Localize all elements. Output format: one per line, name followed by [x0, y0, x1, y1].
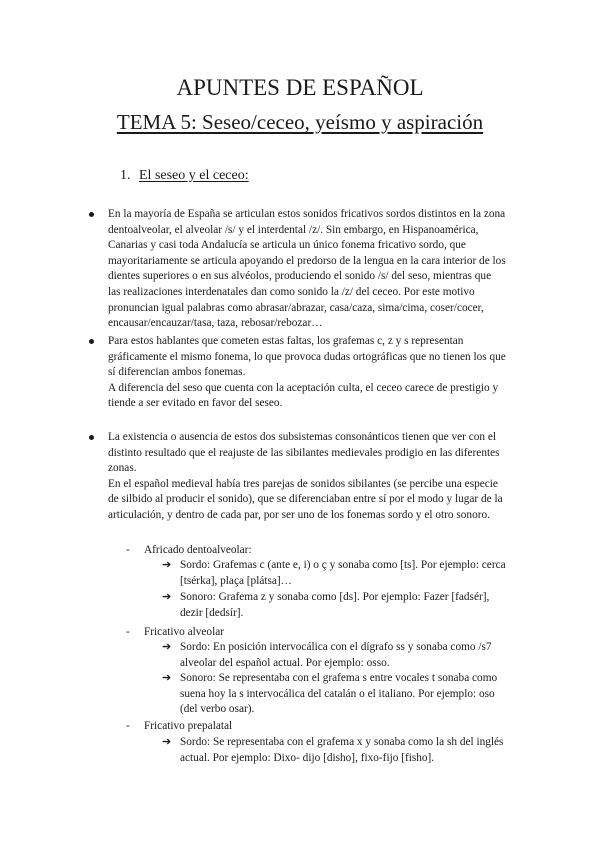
section-number: 1. — [120, 168, 131, 183]
sibilant-item — [162, 590, 510, 621]
bullet-paragraph: La existencia o ausencia de estos dos subsistemas consonánticos tienen que ver con el distinto resultado que el reajuste de las sibilantes medievales prodigio en las diferentes zonas. — [108, 431, 500, 475]
section-title: El seseo y el ceceo: — [139, 168, 249, 183]
sibilant-category-label: Fricativo prepalatal — [144, 720, 233, 732]
sibilant-item-text: Sordo: En posición intervocálica con el dígrafo ss y sonaba como /s7 alveolar del español actual. Por ejemplo: osso. — [180, 641, 492, 669]
bullet-item — [108, 207, 506, 332]
sibilant-category — [126, 719, 504, 735]
sibilant-category — [126, 543, 504, 559]
sibilant-item — [162, 735, 510, 766]
arrow-icon: ➔ — [162, 672, 172, 684]
sibilant-category-label: Africado dentoalveolar: — [144, 544, 252, 556]
bullet-icon — [89, 339, 94, 344]
bullet-paragraph: En la mayoría de España se articulan estos sonidos fricativos sordos distintos en la zona dentoalveolar, el alveolar /s/ y el interdental /z/. Sin embargo, en Hispanoamérica, Canarias y casi toda Andalucía se articula un único fonema fricativo sordo, que mayoritariamente se articula apoyando el predorso de la lengua en la cara interior de los dientes superiores o en sus alvéolos, produciendo el sonido /s/ del seso, mientras que las realizaciones interdenatales dan como sonido la /z/ del ceceo. Por este motivo pronuncian igual palabras como abrasar/abrazar, casa/caza, sima/cima, coser/cocer, encausar/encauzar/tasa, taza, rebosar/rebozar… — [108, 208, 506, 330]
dash-icon: - — [126, 626, 130, 638]
sibilant-item-text: Sonoro: Se representaba con el grafema s entre vocales t sonaba como suena hoy la s intervocálica del catalán o el italiano. Por ejemplo: oso (del verbo osar). — [180, 672, 498, 716]
sibilant-item — [162, 671, 510, 718]
arrow-icon: ➔ — [162, 591, 172, 603]
sibilant-category — [126, 625, 504, 641]
sibilant-item — [162, 558, 510, 589]
bullet-item — [108, 430, 506, 524]
arrow-icon: ➔ — [162, 736, 172, 748]
sibilant-item — [162, 640, 510, 671]
topic-title: TEMA 5: Seseo/ceceo, yeísmo y aspiración — [116, 110, 484, 134]
bullet-icon — [89, 435, 94, 440]
sibilant-item-text: Sordo: Grafemas c (ante e, i) o ç y sonaba como [ts]. Por ejemplo: cerca [tsérka], plaça [plátsa]… — [180, 559, 506, 587]
bullet-item — [108, 334, 506, 412]
dash-icon: - — [126, 544, 130, 556]
bullet-paragraph: En el español medieval había tres parejas de sonidos sibilantes (se percibe una especie de silbido al producir el sonido), que se diferenciaban entre sí por el modo y lugar de la articulación, y dentro de cada par, por ser uno de los fonemas sordo y el otro sonoro. — [108, 477, 503, 521]
sibilant-category-label: Fricativo alveolar — [144, 626, 224, 638]
bullet-icon — [89, 212, 94, 217]
arrow-icon: ➔ — [162, 559, 172, 571]
bullet-paragraph: A diferencia del seso que cuenta con la aceptación culta, el ceceo carece de prestigio y tiende a ser evitado en favor del seseo. — [108, 381, 499, 410]
sibilant-item-text: Sordo: Se representaba con el grafema x y sonaba como la sh del inglés actual. Por ejemplo: Dixo- dijo [disho], fixo-fijo [fisho]. — [180, 736, 504, 764]
dash-icon: - — [126, 720, 130, 732]
arrow-icon: ➔ — [162, 641, 172, 653]
bullet-paragraph: Para estos hablantes que cometen estas faltas, los grafemas c, z y s representan gráficamente el mismo fonema, lo que provoca dudas ortográficas que no tienen los que sí diferencian ambos fonemas. — [108, 335, 506, 379]
sibilant-item-text: Sonoro: Grafema z y sonaba como [ds]. Por ejemplo: Fazer [fadsér], dezir [dedsír]. — [180, 591, 490, 619]
section-heading — [120, 167, 249, 185]
document-title: APUNTES DE ESPAÑOL — [176, 75, 424, 100]
